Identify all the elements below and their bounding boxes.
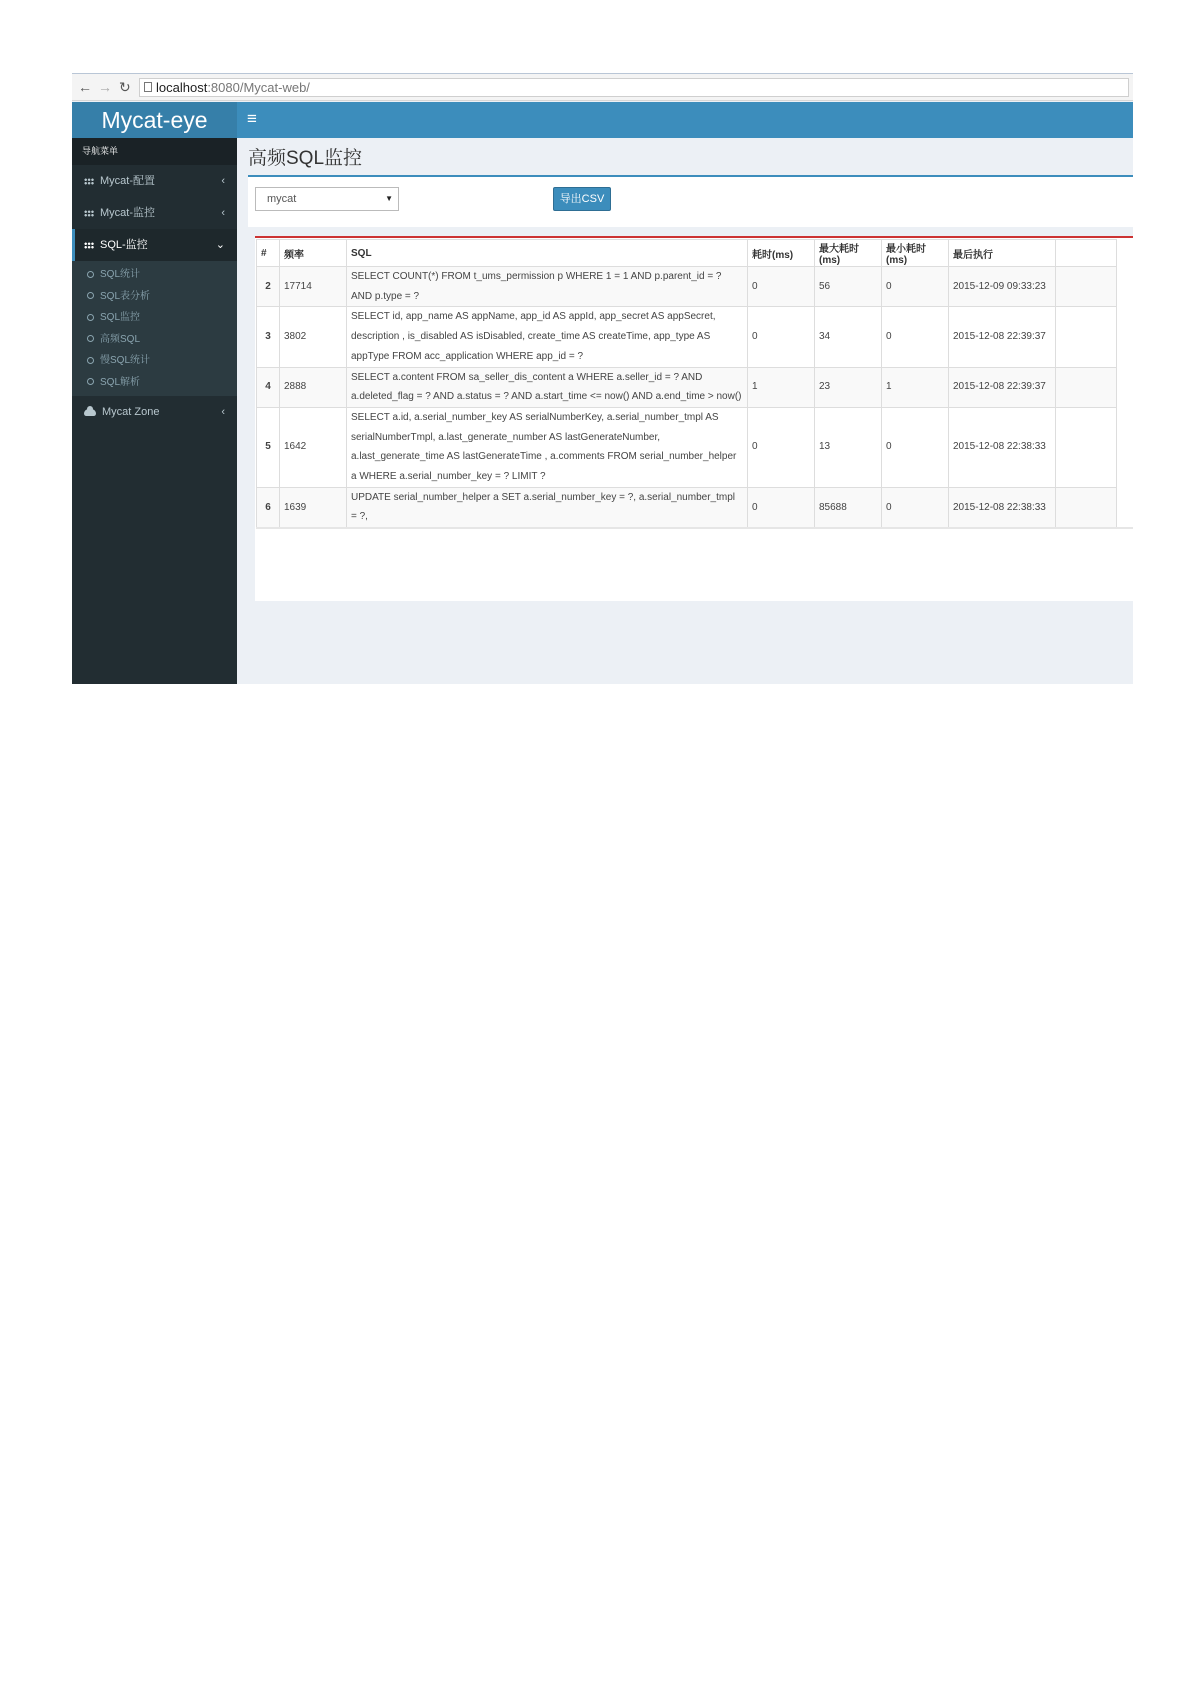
column-header[interactable]: 最后执行	[949, 240, 1056, 267]
submenu-label: SQL表分析	[100, 290, 151, 302]
row-frequency: 17714	[280, 267, 347, 307]
sidebar-item-label: Mycat-监控	[100, 207, 155, 219]
table-box-top-border	[255, 236, 1133, 238]
sidebar-item-mycat-monitor[interactable]	[72, 197, 237, 229]
sidebar	[72, 138, 237, 684]
submenu-label: SQL统计	[100, 269, 141, 280]
sidebar-item-sql-monitor[interactable]	[72, 229, 237, 261]
page-icon	[144, 82, 152, 92]
top-navbar	[237, 102, 1133, 138]
row-frequency: 1639	[280, 487, 347, 527]
submenu-item-sql-table-analysis[interactable]	[72, 286, 237, 308]
row-blank	[1056, 267, 1117, 307]
row-index: 5	[257, 407, 280, 487]
address-bar[interactable]	[139, 78, 1129, 97]
chevron-left-icon: ‹	[221, 175, 225, 187]
row-sql: SELECT COUNT(*) FROM t_ums_permission p WHERE 1 = 1 AND p.parent_id = ? AND p.type = ?	[347, 267, 748, 307]
submenu-label: SQL解析	[100, 376, 141, 388]
table-row	[257, 487, 1117, 527]
row-frequency: 3802	[280, 307, 347, 367]
url-host: localhost	[156, 80, 208, 95]
sidebar-item-mycat-config[interactable]	[72, 165, 237, 197]
table-header-row	[257, 240, 1117, 267]
column-header[interactable]: 最大耗时(ms)	[815, 240, 882, 267]
chevron-down-icon: ⌄	[215, 239, 225, 251]
table-row	[257, 307, 1117, 367]
row-sql: UPDATE serial_number_helper a SET a.serial_number_key = ?, a.serial_number_tmpl = ?,	[347, 487, 748, 527]
row-min-time: 0	[882, 307, 949, 367]
circle-icon	[87, 357, 94, 364]
row-last-exec: 2015-12-08 22:38:33	[949, 487, 1056, 527]
row-max-time: 85688	[815, 487, 882, 527]
row-sql: SELECT id, app_name AS appName, app_id AS appId, app_secret AS appSecret, description , is_disabled AS isDisabled, create_time AS createTime, app_type AS appType FROM acc_application WHERE app_id = ?	[347, 307, 748, 367]
row-max-time: 23	[815, 367, 882, 407]
grid-icon	[84, 242, 94, 249]
submenu-label: 高频SQL	[100, 333, 141, 345]
row-blank	[1056, 407, 1117, 487]
row-sql: SELECT a.id, a.serial_number_key AS serialNumberKey, a.serial_number_tmpl AS serialNumberTmpl, a.last_generate_number AS lastGenerateNumber, a.last_generate_time AS lastGenerateTime , a.comments FROM serial_number_helper a WHERE a.serial_number_key = ? LIMIT ?	[347, 407, 748, 487]
table-bottom-border	[256, 527, 1133, 529]
caret-down-icon: ▼	[385, 194, 393, 203]
row-frequency: 1642	[280, 407, 347, 487]
app-logo[interactable]: Mycat-eye	[72, 102, 237, 138]
column-header[interactable]: SQL	[347, 240, 748, 267]
row-time: 0	[748, 267, 815, 307]
row-last-exec: 2015-12-08 22:39:37	[949, 367, 1056, 407]
row-index: 6	[257, 487, 280, 527]
reload-icon[interactable]: ↻	[119, 79, 131, 95]
row-time: 1	[748, 367, 815, 407]
circle-icon	[87, 271, 94, 278]
row-index: 2	[257, 267, 280, 307]
submenu-item-sql-monitor[interactable]	[72, 307, 237, 329]
row-min-time: 0	[882, 407, 949, 487]
circle-icon	[87, 378, 94, 385]
sidebar-item-mycat-zone[interactable]	[72, 396, 237, 428]
row-last-exec: 2015-12-09 09:33:23	[949, 267, 1056, 307]
row-max-time: 56	[815, 267, 882, 307]
browser-toolbar	[72, 73, 1133, 101]
column-header[interactable]: 耗时(ms)	[748, 240, 815, 267]
sidebar-item-label: Mycat-配置	[100, 175, 155, 187]
column-header-blank	[1056, 240, 1117, 267]
sidebar-item-label: Mycat Zone	[102, 406, 160, 418]
row-max-time: 13	[815, 407, 882, 487]
table-scroll-area[interactable]	[256, 239, 1133, 527]
row-time: 0	[748, 307, 815, 367]
column-header[interactable]: #	[257, 240, 280, 267]
submenu-item-high-freq-sql[interactable]	[72, 329, 237, 351]
row-min-time: 0	[882, 487, 949, 527]
row-blank	[1056, 487, 1117, 527]
row-time: 0	[748, 487, 815, 527]
row-min-time: 0	[882, 267, 949, 307]
sidebar-item-label: SQL-监控	[100, 239, 148, 251]
circle-icon	[87, 314, 94, 321]
chevron-left-icon: ‹	[221, 406, 225, 418]
circle-icon	[87, 335, 94, 342]
row-frequency: 2888	[280, 367, 347, 407]
row-max-time: 34	[815, 307, 882, 367]
arrow-left-icon[interactable]: ←	[78, 79, 92, 95]
row-min-time: 1	[882, 367, 949, 407]
submenu-item-sql-parse[interactable]	[72, 372, 237, 394]
chevron-left-icon: ‹	[221, 207, 225, 219]
submenu-label: 慢SQL统计	[100, 355, 151, 366]
sidebar-header: 导航菜单	[72, 138, 237, 165]
submenu-item-slow-sql-stats[interactable]	[72, 350, 237, 372]
schema-select-value: mycat	[267, 193, 297, 205]
browser-window	[72, 73, 1133, 684]
grid-icon	[84, 178, 94, 185]
row-last-exec: 2015-12-08 22:38:33	[949, 407, 1056, 487]
hamburger-menu-icon[interactable]: ≡	[247, 109, 257, 128]
row-blank	[1056, 367, 1117, 407]
page-title: 高频SQL监控	[248, 148, 363, 169]
column-header[interactable]: 频率	[280, 240, 347, 267]
table-row	[257, 407, 1117, 487]
circle-icon	[87, 292, 94, 299]
cloud-icon	[84, 409, 96, 416]
row-blank	[1056, 307, 1117, 367]
arrow-right-icon[interactable]: →	[98, 79, 112, 95]
column-header[interactable]: 最小耗时(ms)	[882, 240, 949, 267]
row-index: 4	[257, 367, 280, 407]
row-last-exec: 2015-12-08 22:39:37	[949, 307, 1056, 367]
table-row	[257, 267, 1117, 307]
high-freq-sql-table	[256, 239, 1117, 527]
schema-select[interactable]	[255, 187, 399, 211]
row-index: 3	[257, 307, 280, 367]
export-csv-button[interactable]: 导出CSV	[553, 187, 611, 211]
row-sql: SELECT a.content FROM sa_seller_dis_content a WHERE a.seller_id = ? AND a.deleted_flag = ? AND a.status = ? AND a.start_time <= now() AND a.end_time > now()	[347, 367, 748, 407]
sql-monitor-submenu	[72, 261, 237, 396]
table-row	[257, 367, 1117, 407]
submenu-label: SQL监控	[100, 312, 141, 323]
row-time: 0	[748, 407, 815, 487]
grid-icon	[84, 210, 94, 217]
url-path: :8080/Mycat-web/	[207, 80, 310, 95]
submenu-item-sql-stats[interactable]	[72, 264, 237, 286]
